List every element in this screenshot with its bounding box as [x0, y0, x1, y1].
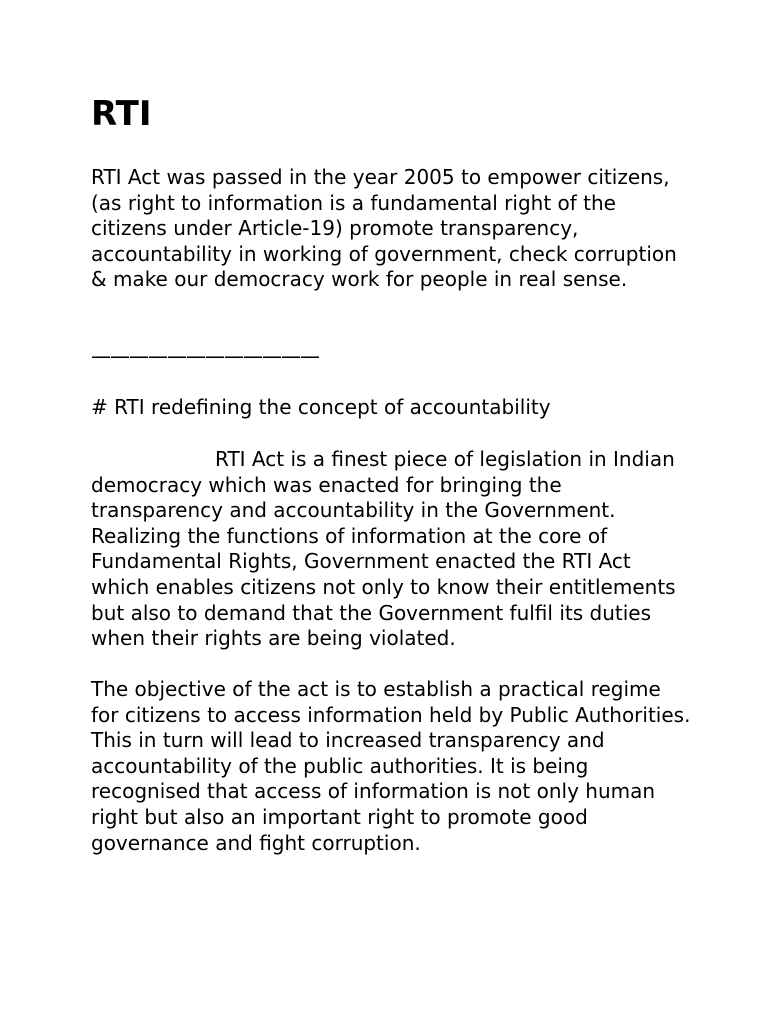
separator-line: ———————————— — [91, 344, 319, 368]
legislation-paragraph-text: RTI Act is a finest piece of legislation in Indian democracy which was enacted for bringing the transparency and accountability in the Government. Realizing the functions of information at the core of Fundamental Rights, Government enacted the RTI Act which enables citizens not only to know their entitlements but also to demand that the Government fulfil its duties when their rights are being violated. — [91, 447, 676, 651]
objective-paragraph: The objective of the act is to establish a practical regime for citizens to access information held by Public Authorities. This in turn will lead to increased transparency and accountability of the public authorities. It is being recognised that access of information is not only human right but also an important right to promote good governance and fight corruption. — [91, 677, 691, 855]
intro-paragraph: RTI Act was passed in the year 2005 to empower citizens, (as right to information is a fundamental right of the citizens under Article-19) promote transparency, accountability in working of government, check corruption & make our democracy work for people in real sense. — [91, 165, 677, 292]
document-title: RTI — [91, 94, 152, 134]
section-heading: # RTI redefining the concept of accountability — [91, 395, 551, 419]
legislation-paragraph — [91, 447, 691, 652]
